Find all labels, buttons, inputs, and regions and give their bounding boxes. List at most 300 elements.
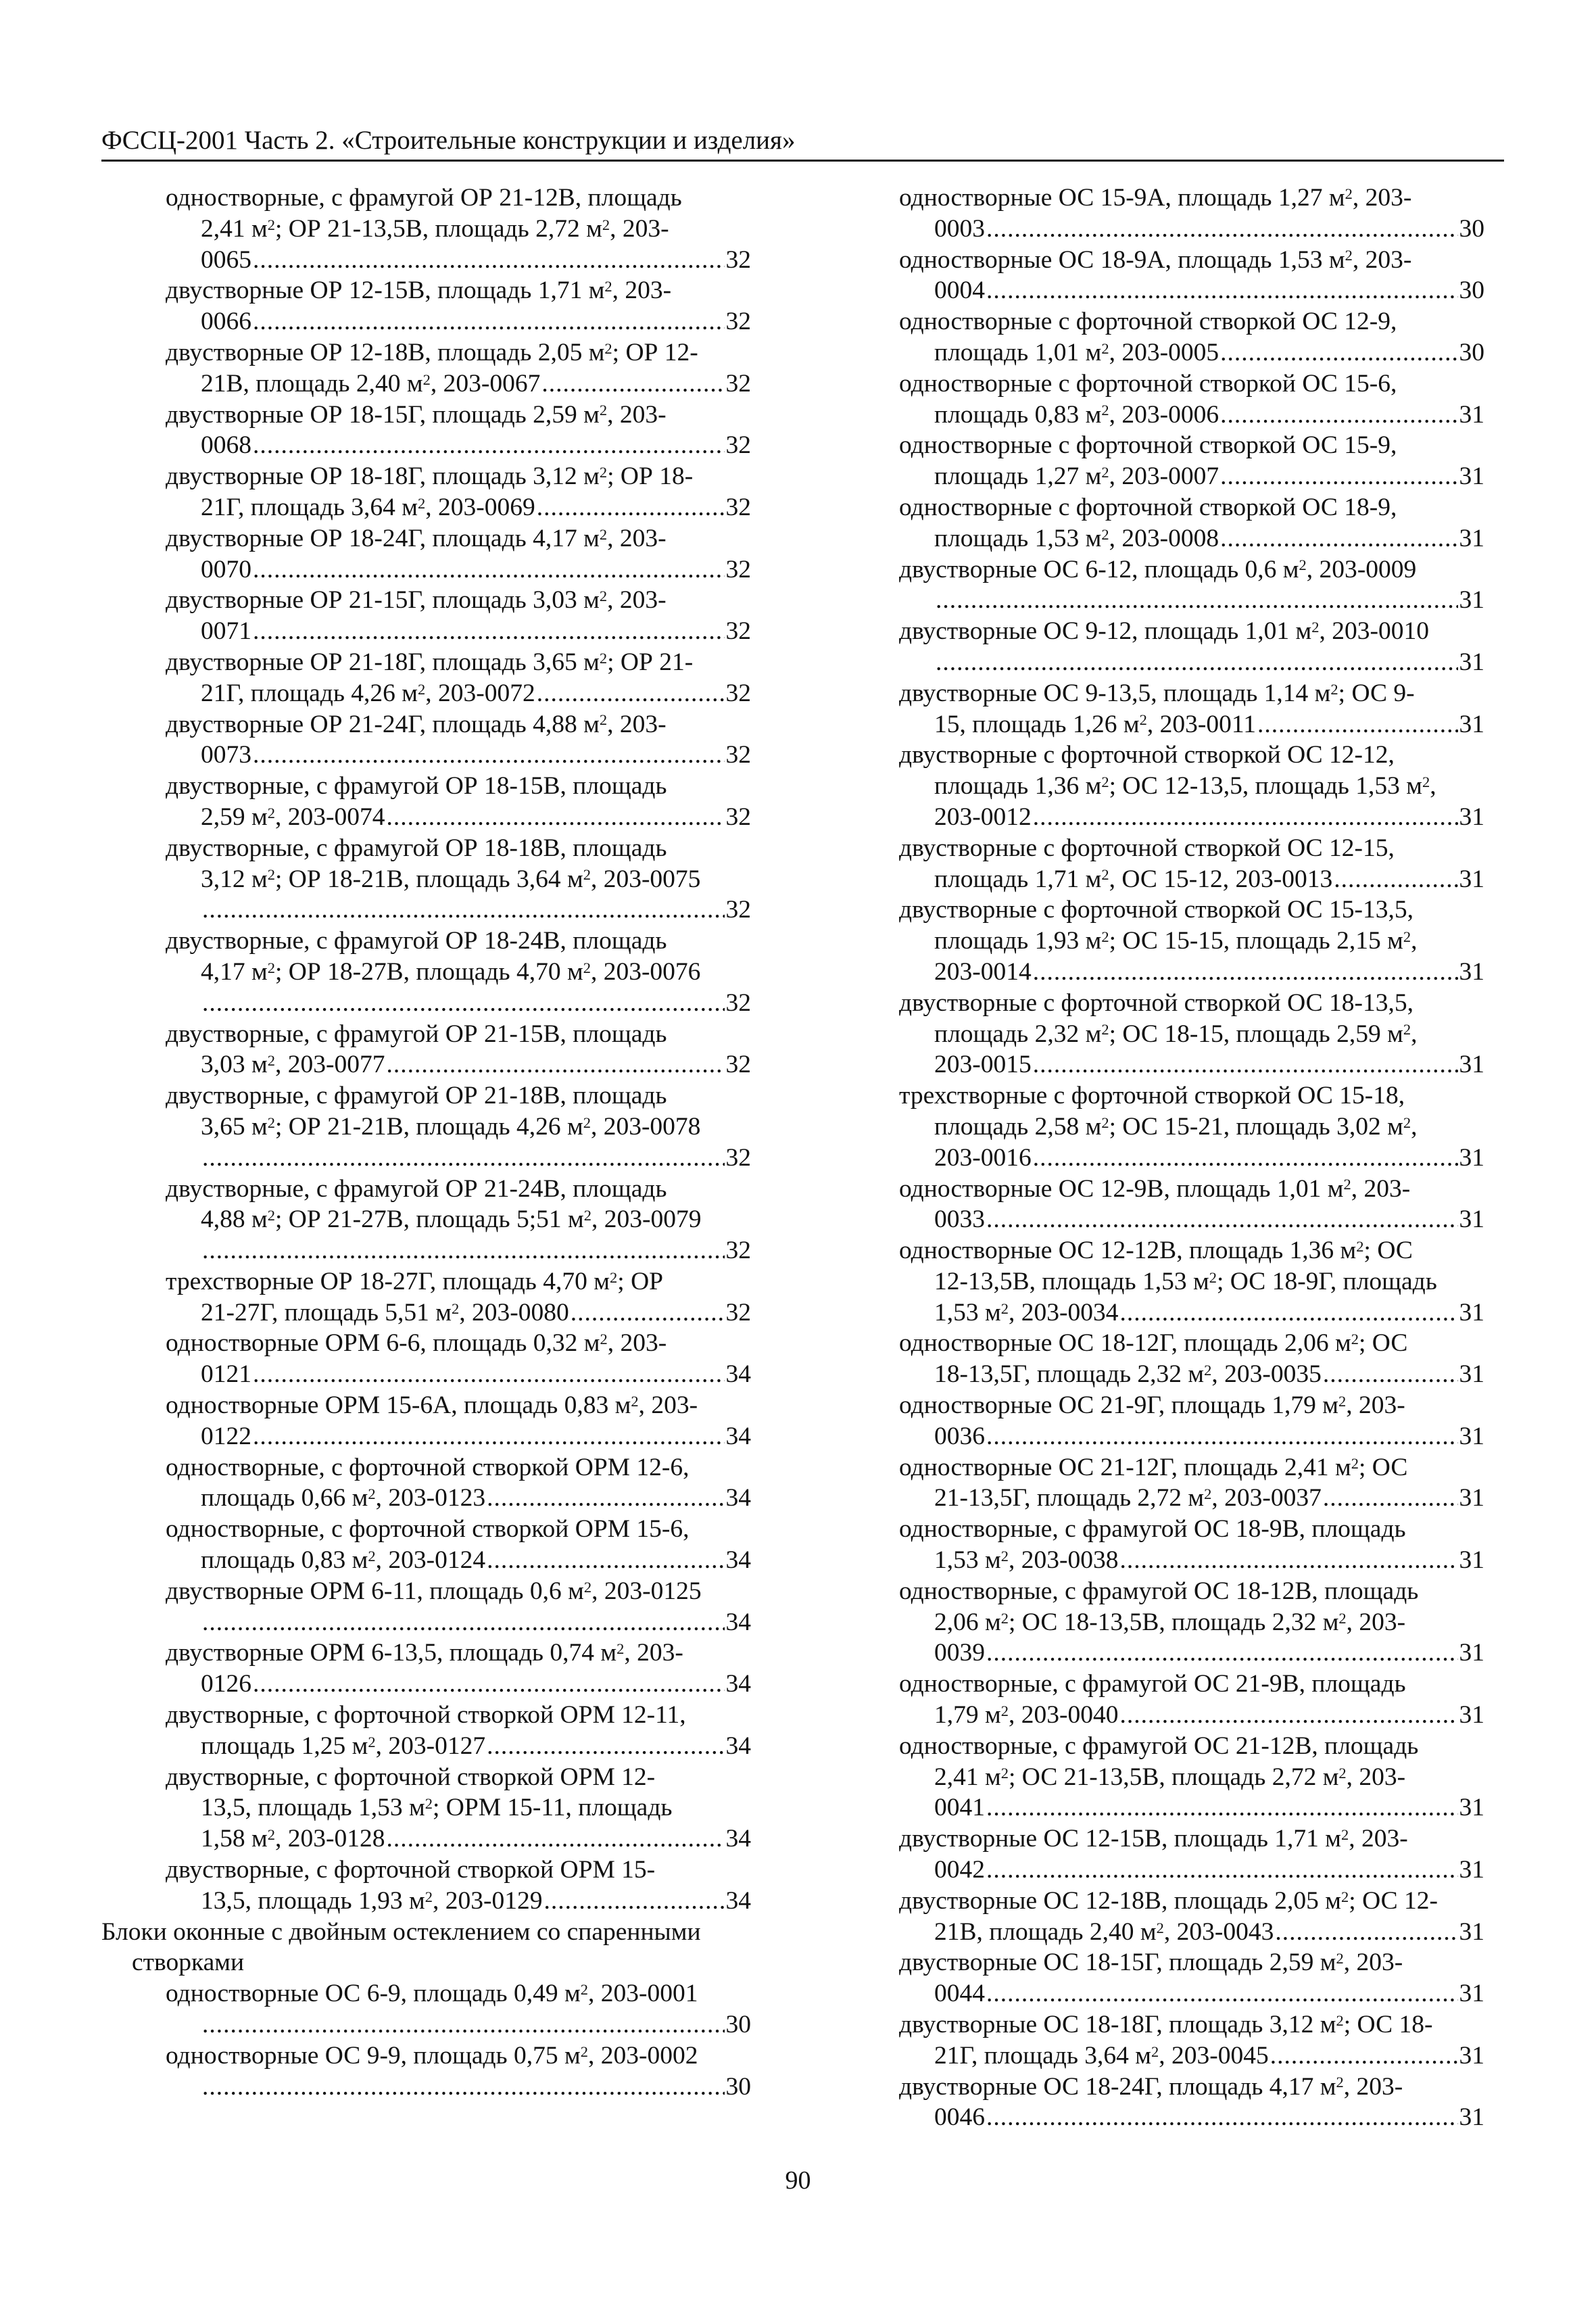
entry-last-line bbox=[166, 1235, 751, 1266]
entry-text: 0039 bbox=[934, 1639, 985, 1667]
entry-line: 4,17 $м^2$; ОР 18-27В, площадь 4,70 $м^2$, 203-0076 bbox=[201, 957, 701, 986]
superscript-2: 2 bbox=[1338, 1764, 1347, 1782]
entry-text: площадь 1,25 $м^2$, 203-0127 bbox=[201, 1732, 486, 1760]
entry-text: 1,79 $м^2$, 203-0040 bbox=[934, 1701, 1119, 1729]
entry-last-line bbox=[166, 306, 751, 337]
superscript-2: 2 bbox=[267, 959, 275, 976]
dot-leader bbox=[253, 245, 725, 276]
dot-leader bbox=[543, 1886, 724, 1917]
page-ref: 32 bbox=[725, 369, 751, 398]
entry-line: 2,06 $м^2$; ОС 18-13,5В, площадь 2,32 $м^2$, 203- bbox=[934, 1608, 1406, 1636]
entry-line: 12-13,5В, площадь 1,53 $м^2$; ОС 18-9Г, площадь bbox=[934, 1267, 1437, 1295]
superscript-2: 2 bbox=[368, 1733, 376, 1750]
entry-line: двустворные ОС 18-15Г, площадь 2,59 $м^2$, 203- bbox=[899, 1949, 1403, 1977]
superscript-2: 2 bbox=[368, 1485, 376, 1503]
index-entry bbox=[166, 1174, 751, 1266]
entry-last-line bbox=[899, 461, 1484, 492]
superscript-2: 2 bbox=[1338, 1609, 1347, 1627]
entry-line: одностворные ОС 15-9А, площадь 1,27 $м^2$, 203- bbox=[899, 184, 1412, 212]
index-entry bbox=[899, 1886, 1484, 1948]
superscript-2: 2 bbox=[1345, 185, 1353, 202]
entry-text: 1,53 $м^2$, 203-0038 bbox=[934, 1546, 1119, 1575]
page-ref: 31 bbox=[1459, 803, 1484, 831]
entry-line: двустворные, с форточной створкой ОРМ 12-11, bbox=[166, 1701, 686, 1729]
entry-last-line bbox=[166, 678, 751, 709]
page-ref: 32 bbox=[725, 679, 751, 707]
index-entry bbox=[166, 400, 751, 462]
entry-line: двустворные с форточной створкой ОС 18-13,5, bbox=[899, 988, 1414, 1017]
superscript-2: 2 bbox=[604, 278, 612, 295]
dot-leader bbox=[986, 1421, 1458, 1452]
entry-line: площадь 1,93 $м^2$; ОС 15-15, площадь 2,15 $м^2$, bbox=[934, 927, 1418, 955]
entry-last-line bbox=[899, 1204, 1484, 1235]
entry-last-line bbox=[899, 400, 1484, 431]
superscript-2: 2 bbox=[418, 680, 426, 698]
superscript-2: 2 bbox=[1151, 2043, 1159, 2060]
dot-leader bbox=[537, 492, 725, 523]
superscript-2: 2 bbox=[1336, 2074, 1344, 2091]
dot-leader bbox=[202, 1607, 725, 1638]
entry-text: 0121 bbox=[201, 1360, 251, 1389]
entry-text: 0073 bbox=[201, 741, 251, 769]
superscript-2: 2 bbox=[583, 1207, 591, 1224]
page-ref: 34 bbox=[725, 1608, 751, 1636]
superscript-2: 2 bbox=[425, 1795, 433, 1813]
entry-last-line bbox=[166, 1359, 751, 1390]
index-entry bbox=[166, 2040, 751, 2103]
page-ref: 34 bbox=[725, 1484, 751, 1512]
entry-line: 3,65 $м^2$; ОР 21-21В, площадь 4,26 $м^2$, 203-0078 bbox=[201, 1112, 701, 1141]
entry-text: 21В, площадь 2,40 $м^2$, 203-0067 bbox=[201, 369, 541, 398]
dot-leader bbox=[1033, 1049, 1458, 1080]
index-entry bbox=[166, 1514, 751, 1576]
entry-last-line bbox=[899, 802, 1484, 833]
dot-leader bbox=[1257, 709, 1458, 740]
page-ref: 32 bbox=[725, 1143, 751, 1172]
index-entry bbox=[166, 183, 751, 275]
section-heading-line: Блоки оконные с двойным остеклением со спаренными bbox=[101, 1917, 701, 1946]
entry-text: 0126 bbox=[201, 1670, 251, 1698]
superscript-2: 2 bbox=[580, 1981, 589, 1999]
entry-line: одностворные ОРМ 6-6, площадь 0,32 $м^2$, 203- bbox=[166, 1329, 667, 1358]
entry-line: одностворные ОС 21-12Г, площадь 2,41 $м^2$; ОС bbox=[899, 1453, 1408, 1481]
superscript-2: 2 bbox=[599, 588, 608, 605]
page-ref: 32 bbox=[725, 1298, 751, 1327]
superscript-2: 2 bbox=[1101, 464, 1109, 481]
index-entry bbox=[166, 337, 751, 400]
superscript-2: 2 bbox=[267, 1207, 275, 1224]
superscript-2: 2 bbox=[1341, 1826, 1349, 1844]
entry-last-line bbox=[166, 2009, 751, 2040]
entry-line: двустворные с форточной створкой ОС 15-13,5, bbox=[899, 896, 1414, 924]
header-rule bbox=[101, 160, 1504, 162]
superscript-2: 2 bbox=[267, 216, 275, 233]
entry-line: одностворные ОС 12-9В, площадь 1,01 $м^2$, 203- bbox=[899, 1174, 1411, 1203]
dot-leader bbox=[1220, 400, 1457, 431]
dot-leader bbox=[1220, 523, 1457, 554]
entry-last-line bbox=[166, 1421, 751, 1452]
entry-line: двустворные ОР 18-18Г, площадь 3,12 $м^2$; ОР 18- bbox=[166, 462, 694, 491]
dot-leader bbox=[986, 1638, 1458, 1669]
index-entry bbox=[899, 183, 1484, 245]
superscript-2: 2 bbox=[1101, 525, 1109, 543]
page-ref: 31 bbox=[1459, 1856, 1484, 1884]
entry-line: одностворные, с фрамугой ОС 18-9В, площадь bbox=[899, 1515, 1406, 1544]
entry-line: двустворные ОР 21-18Г, площадь 3,65 $м^2$; ОР 21- bbox=[166, 648, 694, 676]
page-ref: 34 bbox=[725, 1422, 751, 1450]
page-ref: 31 bbox=[1459, 1422, 1484, 1450]
entry-last-line bbox=[166, 2072, 751, 2103]
dot-leader bbox=[1119, 1297, 1457, 1329]
entry-last-line bbox=[899, 1359, 1484, 1390]
entry-text: 0065 bbox=[201, 245, 251, 274]
dot-leader bbox=[253, 616, 725, 647]
superscript-2: 2 bbox=[583, 1114, 591, 1131]
superscript-2: 2 bbox=[1000, 1764, 1009, 1782]
page-ref: 31 bbox=[1459, 1546, 1484, 1575]
entry-text: 21Г, площадь 3,64 $м^2$, 203-0069 bbox=[201, 493, 535, 521]
superscript-2: 2 bbox=[583, 1578, 592, 1596]
entry-text: 0071 bbox=[201, 617, 251, 646]
index-entry bbox=[166, 1452, 751, 1514]
entry-last-line bbox=[899, 523, 1484, 554]
entry-last-line bbox=[166, 1049, 751, 1080]
entry-text: 3,03 $м^2$, 203-0077 bbox=[201, 1051, 385, 1079]
superscript-2: 2 bbox=[1000, 1547, 1009, 1565]
page-ref: 30 bbox=[1459, 338, 1484, 366]
page-ref: 32 bbox=[725, 617, 751, 646]
index-entry bbox=[899, 616, 1484, 678]
index-entry bbox=[166, 709, 751, 771]
entry-text: 0041 bbox=[934, 1794, 985, 1822]
page-ref: 34 bbox=[725, 1360, 751, 1389]
superscript-2: 2 bbox=[602, 216, 610, 233]
superscript-2: 2 bbox=[583, 866, 591, 884]
page-ref: 34 bbox=[725, 1546, 751, 1575]
superscript-2: 2 bbox=[1204, 1362, 1212, 1379]
entry-line: трехстворные ОР 18-27Г, площадь 4,70 $м^2$; ОР bbox=[166, 1267, 664, 1295]
entry-last-line bbox=[899, 585, 1484, 616]
entry-last-line bbox=[899, 1978, 1484, 2009]
index-entry bbox=[166, 1390, 751, 1452]
entry-line: двустворные ОС 9-12, площадь 1,01 $м^2$, 203-0010 bbox=[899, 617, 1430, 646]
superscript-2: 2 bbox=[1101, 866, 1109, 884]
entry-line: двустворные, с форточной створкой ОРМ 15- bbox=[166, 1856, 656, 1884]
superscript-2: 2 bbox=[418, 494, 426, 512]
entry-line: одностворные с форточной створкой ОС 15-6, bbox=[899, 369, 1397, 398]
superscript-2: 2 bbox=[1341, 1888, 1349, 1905]
dot-leader bbox=[253, 306, 725, 337]
index-entry bbox=[899, 245, 1484, 307]
page-ref: 31 bbox=[1459, 865, 1484, 893]
entry-last-line bbox=[166, 988, 751, 1019]
index-entry bbox=[899, 678, 1484, 740]
superscript-2: 2 bbox=[1336, 2011, 1344, 2029]
entry-text: 21-13,5Г, площадь 2,72 $м^2$, 203-0037 bbox=[934, 1484, 1322, 1512]
dot-leader bbox=[986, 2102, 1458, 2133]
page-ref: 31 bbox=[1459, 1206, 1484, 1234]
index-entry bbox=[166, 1855, 751, 1917]
superscript-2: 2 bbox=[1422, 773, 1430, 791]
entry-line: одностворные, с фрамугой ОС 21-12В, площадь bbox=[899, 1732, 1419, 1760]
entry-last-line bbox=[166, 1886, 751, 1917]
entry-last-line bbox=[899, 214, 1484, 245]
entry-line: двустворные с форточной створкой ОС 12-15, bbox=[899, 834, 1395, 862]
entry-last-line bbox=[166, 554, 751, 586]
dot-leader bbox=[986, 1855, 1458, 1886]
entry-text: 0068 bbox=[201, 431, 251, 460]
superscript-2: 2 bbox=[1356, 1237, 1364, 1255]
entry-last-line bbox=[166, 368, 751, 400]
dot-leader bbox=[386, 1823, 724, 1855]
superscript-2: 2 bbox=[267, 1826, 275, 1844]
entry-line: двустворные, с фрамугой ОР 21-24В, площадь bbox=[166, 1174, 667, 1203]
page-ref: 32 bbox=[725, 803, 751, 831]
dot-leader bbox=[253, 1669, 725, 1700]
entry-last-line bbox=[899, 1545, 1484, 1576]
entry-line: 2,41 $м^2$; ОР 21-13,5В, площадь 2,72 $м^2$, 203- bbox=[201, 214, 669, 243]
superscript-2: 2 bbox=[599, 711, 608, 729]
superscript-2: 2 bbox=[1336, 1950, 1344, 1967]
entry-line: одностворные, с фрамугой ОР 21-12В, площадь bbox=[166, 184, 682, 212]
dot-leader bbox=[986, 1978, 1458, 2009]
page-ref: 32 bbox=[725, 493, 751, 521]
entry-text: 203-0015 bbox=[934, 1051, 1032, 1079]
entry-text: площадь 1,01 $м^2$, 203-0005 bbox=[934, 338, 1219, 366]
page-ref: 31 bbox=[1459, 462, 1484, 491]
index-section-heading bbox=[101, 1917, 751, 1979]
entry-line: двустворные ОР 18-15Г, площадь 2,59 $м^2$, 203- bbox=[166, 400, 667, 429]
entry-line: двустворные ОР 21-15Г, площадь 3,03 $м^2$, 203- bbox=[166, 586, 667, 615]
entry-last-line bbox=[166, 802, 751, 833]
dot-leader bbox=[1220, 337, 1457, 368]
superscript-2: 2 bbox=[599, 525, 608, 543]
superscript-2: 2 bbox=[267, 804, 275, 821]
dot-leader bbox=[253, 430, 725, 461]
entry-last-line bbox=[166, 1545, 751, 1576]
superscript-2: 2 bbox=[422, 371, 431, 388]
page-ref: 30 bbox=[1459, 214, 1484, 243]
entry-text: 0046 bbox=[934, 2103, 985, 2132]
entry-text: 2,59 $м^2$, 203-0074 bbox=[201, 803, 385, 831]
dot-leader bbox=[253, 1359, 725, 1390]
index-entry bbox=[899, 2009, 1484, 2072]
entry-text: 0033 bbox=[934, 1206, 985, 1234]
dot-leader bbox=[253, 740, 725, 771]
entry-line: двустворные ОС 12-18В, площадь 2,05 $м^2$; ОС 12- bbox=[899, 1886, 1438, 1915]
index-entry bbox=[899, 1452, 1484, 1514]
dot-leader bbox=[537, 678, 725, 709]
superscript-2: 2 bbox=[1101, 1021, 1109, 1039]
entry-last-line bbox=[899, 1700, 1484, 1731]
page-ref: 31 bbox=[1459, 710, 1484, 738]
superscript-2: 2 bbox=[1000, 1299, 1009, 1317]
entry-text: 0003 bbox=[934, 214, 985, 243]
page-ref: 31 bbox=[1459, 1298, 1484, 1327]
entry-text: 203-0012 bbox=[934, 803, 1032, 831]
page-ref: 34 bbox=[725, 1670, 751, 1698]
dot-leader bbox=[1119, 1700, 1457, 1731]
entry-last-line bbox=[166, 1143, 751, 1174]
entry-text: 21-27Г, площадь 5,51 $м^2$, 203-0080 bbox=[201, 1298, 569, 1327]
superscript-2: 2 bbox=[1351, 1331, 1359, 1348]
entry-line: двустворные, с фрамугой ОР 21-15В, площадь bbox=[166, 1020, 667, 1048]
page-ref: 31 bbox=[1459, 1639, 1484, 1667]
entry-text: 15, площадь 1,26 $м^2$, 203-0011 bbox=[934, 710, 1256, 738]
superscript-2: 2 bbox=[368, 1547, 376, 1565]
entry-last-line bbox=[166, 894, 751, 926]
index-entry bbox=[166, 1576, 751, 1638]
page-ref: 31 bbox=[1459, 586, 1484, 615]
entry-line: двустворные ОС 6-12, площадь 0,6 $м^2$, 203-0009 bbox=[899, 555, 1417, 583]
index-entry bbox=[166, 771, 751, 833]
entry-text: 0042 bbox=[934, 1856, 985, 1884]
index-entry bbox=[899, 1174, 1484, 1236]
superscript-2: 2 bbox=[1403, 1114, 1411, 1131]
superscript-2: 2 bbox=[1101, 339, 1109, 357]
page-ref: 31 bbox=[1459, 1360, 1484, 1389]
superscript-2: 2 bbox=[1000, 1609, 1009, 1627]
dot-leader bbox=[202, 2072, 725, 2103]
superscript-2: 2 bbox=[267, 1114, 275, 1131]
entry-line: одностворные ОС 18-12Г, площадь 2,06 $м^2$; ОС bbox=[899, 1329, 1408, 1358]
superscript-2: 2 bbox=[1000, 1702, 1009, 1719]
entry-last-line bbox=[899, 1143, 1484, 1174]
page-ref: 31 bbox=[1459, 1051, 1484, 1079]
entry-last-line bbox=[899, 2102, 1484, 2133]
index-entry bbox=[899, 306, 1484, 368]
entry-last-line bbox=[166, 616, 751, 647]
index-entry bbox=[166, 1080, 751, 1173]
entry-line: 13,5, площадь 1,53 $м^2$; ОРМ 15-11, площадь bbox=[201, 1794, 673, 1822]
index-entry bbox=[899, 1731, 1484, 1823]
entry-last-line bbox=[166, 1483, 751, 1514]
entry-last-line bbox=[899, 2040, 1484, 2072]
entry-line: площадь 2,32 $м^2$; ОС 18-15, площадь 2,59 $м^2$, bbox=[934, 1020, 1418, 1048]
dot-leader bbox=[1323, 1359, 1458, 1390]
page-ref: 32 bbox=[725, 988, 751, 1017]
entry-last-line bbox=[899, 1049, 1484, 1080]
entry-last-line bbox=[166, 245, 751, 276]
entry-line: одностворные, с форточной створкой ОРМ 15-6, bbox=[166, 1515, 690, 1544]
entry-line: двустворные, с фрамугой ОР 18-15В, площадь bbox=[166, 772, 667, 801]
dot-leader bbox=[986, 1792, 1458, 1823]
superscript-2: 2 bbox=[604, 339, 612, 357]
entry-text: 203-0016 bbox=[934, 1143, 1032, 1172]
page-ref: 32 bbox=[725, 431, 751, 460]
entry-line: двустворные ОР 18-24Г, площадь 4,17 $м^2$, 203- bbox=[166, 524, 667, 552]
entry-last-line bbox=[899, 1421, 1484, 1452]
entry-last-line bbox=[166, 740, 751, 771]
page-ref: 31 bbox=[1459, 1917, 1484, 1946]
entry-line: двустворные ОР 12-15В, площадь 1,71 $м^2$, 203- bbox=[166, 277, 672, 305]
superscript-2: 2 bbox=[267, 1052, 275, 1070]
index-entry bbox=[899, 492, 1484, 554]
index-entry bbox=[899, 1823, 1484, 1886]
entry-line: одностворные с форточной створкой ОС 12-9, bbox=[899, 308, 1397, 336]
superscript-2: 2 bbox=[1139, 711, 1147, 729]
index-entry bbox=[166, 1978, 751, 2040]
page-ref: 32 bbox=[725, 896, 751, 924]
entry-line: двустворные, с форточной створкой ОРМ 12- bbox=[166, 1763, 656, 1791]
entry-line: двустворные, с фрамугой ОР 21-18В, площадь bbox=[166, 1082, 667, 1110]
entry-line: одностворные, с фрамугой ОС 21-9В, площадь bbox=[899, 1670, 1406, 1698]
dot-leader bbox=[253, 554, 725, 586]
dot-leader bbox=[202, 1235, 725, 1266]
entry-last-line bbox=[166, 1823, 751, 1855]
entry-line: площадь 2,58 $м^2$; ОС 15-21, площадь 3,02 $м^2$, bbox=[934, 1112, 1418, 1141]
entry-last-line bbox=[899, 1483, 1484, 1514]
page-ref: 31 bbox=[1459, 400, 1484, 429]
entry-line: одностворные ОС 9-9, площадь 0,75 $м^2$, 203-0002 bbox=[166, 2041, 698, 2070]
entry-last-line bbox=[166, 1607, 751, 1638]
entry-text: 1,53 $м^2$, 203-0034 bbox=[934, 1298, 1119, 1327]
dot-leader bbox=[386, 802, 724, 833]
entry-text: 0004 bbox=[934, 277, 985, 305]
index-entry bbox=[899, 2072, 1484, 2134]
entry-text: 0036 bbox=[934, 1422, 985, 1450]
dot-leader bbox=[487, 1483, 724, 1514]
superscript-2: 2 bbox=[580, 2043, 589, 2060]
superscript-2: 2 bbox=[600, 1331, 608, 1348]
superscript-2: 2 bbox=[631, 1392, 639, 1410]
entry-last-line bbox=[899, 1917, 1484, 1948]
entry-line: одностворные ОС 12-12В, площадь 1,36 $м^2$; ОС bbox=[899, 1237, 1413, 1265]
superscript-2: 2 bbox=[1403, 928, 1411, 945]
index-entry bbox=[899, 1669, 1484, 1731]
dot-leader bbox=[202, 894, 725, 926]
entry-line: 4,88 $м^2$; ОР 21-27В, площадь 5;51 $м^2$, 203-0079 bbox=[201, 1206, 702, 1234]
entry-text: 0070 bbox=[201, 555, 251, 583]
index-entry bbox=[166, 275, 751, 337]
entry-line: одностворные с форточной створкой ОС 18-9, bbox=[899, 493, 1397, 521]
dot-leader bbox=[1275, 1917, 1457, 1948]
dot-leader bbox=[541, 368, 724, 400]
entry-last-line bbox=[899, 337, 1484, 368]
index-entry bbox=[166, 1019, 751, 1081]
page-ref: 34 bbox=[725, 1732, 751, 1760]
index-entry bbox=[899, 1328, 1484, 1390]
entry-last-line bbox=[166, 492, 751, 523]
index-entry bbox=[166, 585, 751, 647]
entry-text: площадь 0,83 $м^2$, 203-0006 bbox=[934, 400, 1219, 429]
entry-last-line bbox=[166, 430, 751, 461]
index-entry bbox=[899, 740, 1484, 832]
superscript-2: 2 bbox=[1330, 680, 1338, 698]
entry-text: 18-13,5Г, площадь 2,32 $м^2$, 203-0035 bbox=[934, 1360, 1322, 1389]
index-entry bbox=[166, 1700, 751, 1762]
entry-line: одностворные ОРМ 15-6А, площадь 0,83 $м^2$, 203- bbox=[166, 1391, 698, 1420]
page-ref: 32 bbox=[725, 1237, 751, 1265]
entry-line: двустворные ОРМ 6-13,5, площадь 0,74 $м^2$, 203- bbox=[166, 1639, 683, 1667]
page-ref: 31 bbox=[1459, 524, 1484, 552]
page-number: 90 bbox=[785, 2166, 811, 2195]
entry-line: двустворные, с фрамугой ОР 18-24В, площадь bbox=[166, 927, 667, 955]
dot-leader bbox=[1033, 1143, 1458, 1174]
superscript-2: 2 bbox=[267, 866, 275, 884]
section-heading-line: створками bbox=[132, 1949, 245, 1977]
entry-line: двустворные с форточной створкой ОС 12-12, bbox=[899, 741, 1395, 769]
superscript-2: 2 bbox=[1338, 1392, 1347, 1410]
entry-line: одностворные ОС 6-9, площадь 0,49 $м^2$, 203-0001 bbox=[166, 1980, 698, 2008]
superscript-2: 2 bbox=[1101, 1114, 1109, 1131]
index-entry bbox=[899, 1947, 1484, 2009]
entry-text: площадь 1,71 $м^2$, ОС 15-12, 203-0013 bbox=[934, 865, 1333, 893]
dot-leader bbox=[202, 988, 725, 1019]
dot-leader bbox=[1033, 957, 1458, 988]
index-entry bbox=[166, 1266, 751, 1329]
entry-text: площадь 0,83 $м^2$, 203-0124 bbox=[201, 1546, 486, 1575]
